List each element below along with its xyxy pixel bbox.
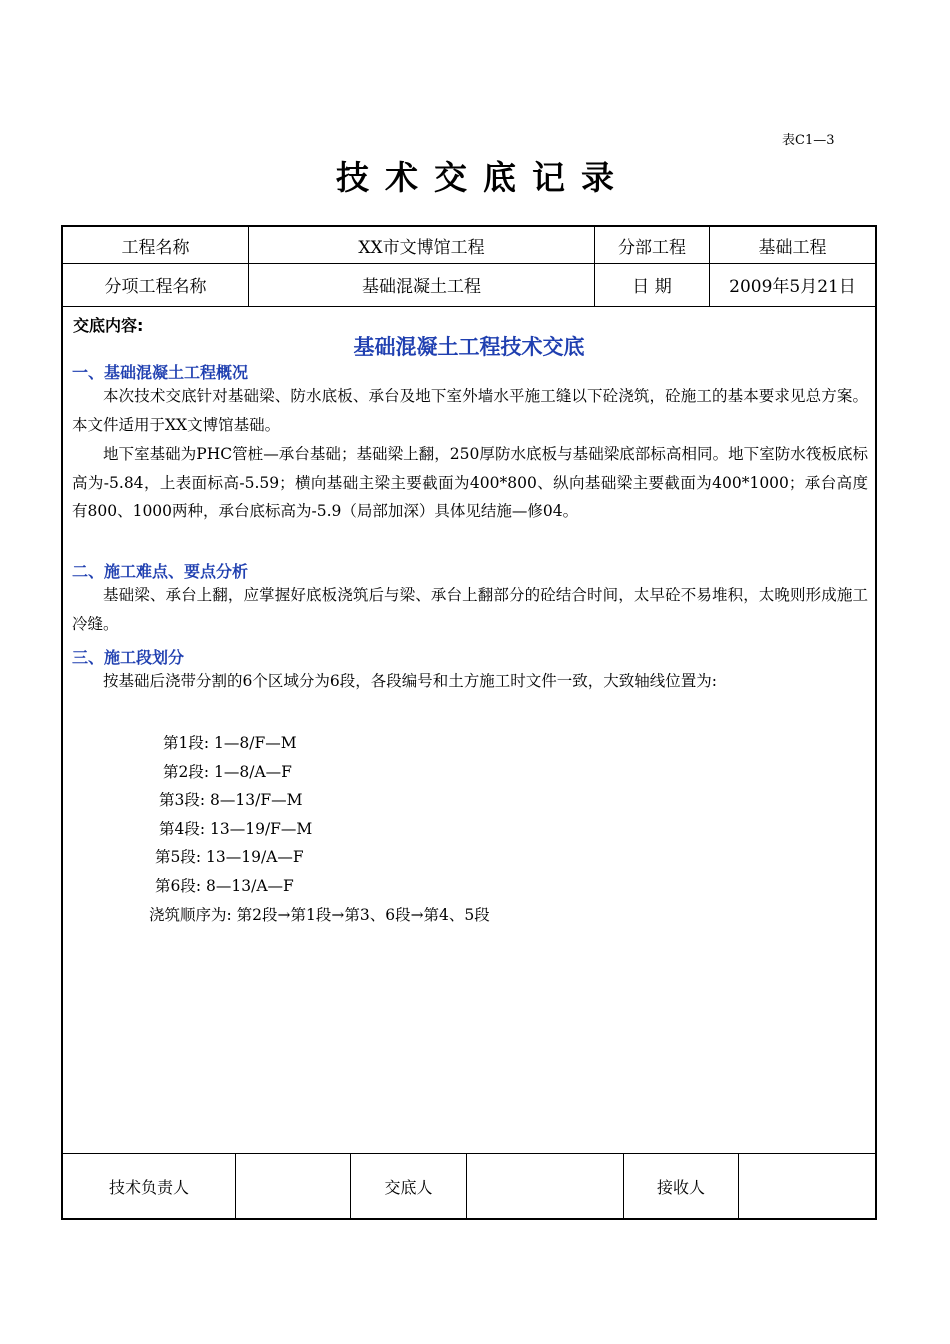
segment-item: 第1段: 1—8/F—M	[163, 734, 297, 752]
section-2-paragraph-1: 基础梁、承台上翻，应掌握好底板浇筑后与梁、承台上翻部分的砼结合时间，太早砼不易堆积，太晚则形成施工冷缝。	[72, 586, 868, 633]
project-name-value: XX市文博馆工程	[249, 227, 595, 263]
segment-item: 第6段: 8—13/A—F	[155, 877, 294, 895]
section-1-paragraph-2: 地下室基础为PHC管桩—承台基础；基础梁上翻，250厚防水底板与基础梁底部标高相同。地下室防水筏板底标高为-5.84，上表面标高-5.59；横向基础主梁主要截面为400*800、纵向基础梁主要截面为400*1000；承台高度有800、1000两种，承台底标高为-5.9（局部加深）具体见结施—修04。	[72, 445, 868, 520]
pour-order: 浇筑顺序为: 第2段→第1段→第3、6段→第4、5段	[149, 906, 490, 924]
date-value: 2009年5月21日	[729, 277, 856, 297]
receiver-label: 接收人	[624, 1154, 739, 1218]
project-name-label: 工程名称	[63, 227, 249, 263]
content-label: 交底内容:	[73, 316, 144, 335]
division-value: 基础工程	[758, 237, 827, 258]
division-label: 分部工程	[595, 227, 710, 263]
segment-item: 第2段: 1—8/A—F	[163, 763, 292, 781]
page-title: 技术交底记录	[336, 158, 630, 197]
disclosure-content	[63, 307, 875, 1153]
discloser-signature	[467, 1154, 624, 1218]
section-1-heading: 一、基础混凝土工程概况	[72, 363, 249, 382]
segment-item: 第3段: 8—13/F—M	[159, 791, 303, 809]
tech-lead-signature	[236, 1154, 351, 1218]
discloser-label: 交底人	[351, 1154, 467, 1218]
content-title: 基础混凝土工程技术交底	[353, 335, 585, 359]
header-row-subitem	[63, 263, 875, 307]
section-3-paragraph-1: 按基础后浇带分割的6个区域分为6段，各段编号和土方施工时文件一致，大致轴线位置为:	[103, 672, 717, 690]
form-code: 表C1—3	[782, 133, 835, 148]
subitem-label: 分项工程名称	[63, 263, 249, 306]
tech-lead-label: 技术负责人	[63, 1154, 236, 1218]
signature-row	[63, 1153, 875, 1218]
section-1-paragraph-1: 本次技术交底针对基础梁、防水底板、承台及地下室外墙水平施工缝以下砼浇筑，砼施工的基本要求见总方案。本文件适用于XX文博馆基础。	[72, 387, 868, 434]
receiver-signature	[739, 1154, 875, 1218]
subitem-value: 基础混凝土工程	[249, 263, 595, 306]
disclosure-record-table	[61, 225, 877, 1220]
segment-item: 第4段: 13—19/F—M	[159, 820, 313, 838]
segment-item: 第5段: 13—19/A—F	[155, 848, 304, 866]
section-3-heading: 三、施工段划分	[72, 648, 185, 667]
header-row-project	[63, 227, 875, 264]
section-2-heading: 二、施工难点、要点分析	[72, 562, 249, 581]
date-label: 日 期	[595, 263, 710, 306]
